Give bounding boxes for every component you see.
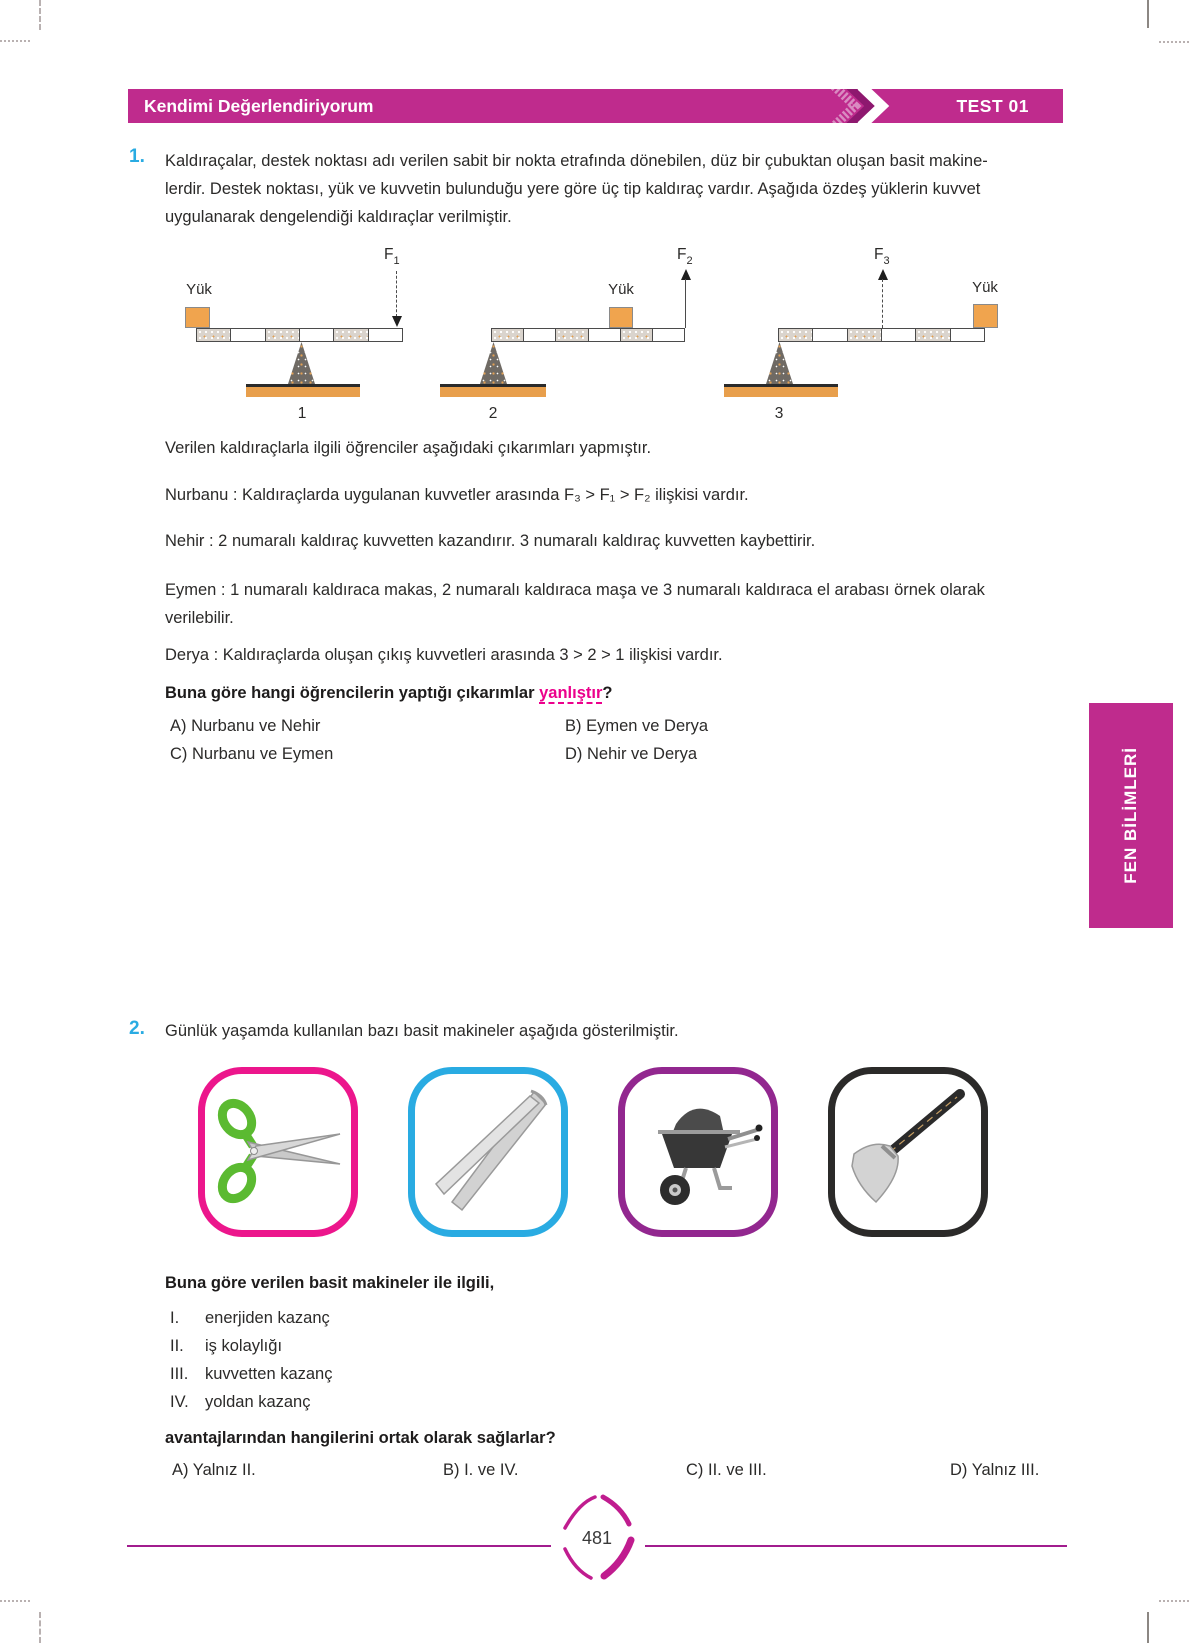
lever3-force-line xyxy=(882,279,883,328)
lever2-bar xyxy=(492,328,685,342)
crop-mark-bottom-right-vertical xyxy=(1147,1612,1149,1643)
simple-machine-box-wheelbarrow xyxy=(618,1067,778,1237)
item-1-text: enerjiden kazanç xyxy=(205,1309,330,1327)
tweezers-icon xyxy=(418,1082,558,1222)
q1-text-line-2: lerdir. Destek noktası, yük ve kuvvetin bulunduğu yere göre üç tip kaldıraç vardır. Aşağıda özdeş yüklerin kuvvet xyxy=(165,180,981,198)
simple-machine-box-shovel xyxy=(828,1067,988,1237)
lever3-force-label: $F_3$ xyxy=(874,246,890,267)
page-number: 481 xyxy=(581,1528,613,1548)
footer-rule-left xyxy=(127,1545,551,1547)
chevron-decoration-icon xyxy=(828,89,908,123)
lever2-fulcrum xyxy=(480,342,507,384)
lever1-force-line xyxy=(396,271,397,317)
statement-nurbanu: Nurbanu : Kaldıraçlarda uygulanan kuvvetler arasında F₃ > F₁ > F₂ ilişkisi vardır. xyxy=(165,486,749,504)
q2-option-d: D) Yalnız III. xyxy=(950,1461,1040,1479)
crop-mark-top-left-vertical xyxy=(39,0,41,30)
q1-option-c: C) Nurbanu ve Eymen xyxy=(170,745,334,763)
lever3-force-arrow-up-icon xyxy=(878,269,888,280)
q1-option-b: B) Eymen ve Derya xyxy=(565,717,709,735)
item-4-text: yoldan kazanç xyxy=(205,1393,311,1411)
q1-intro-statement: Verilen kaldıraçlarla ilgili öğrenciler aşağıdaki çıkarımları yapmıştır. xyxy=(165,439,652,457)
lever2-force-label: $F_2$ xyxy=(677,246,693,267)
q1-option-d: D) Nehir ve Derya xyxy=(565,745,698,763)
statement-eymen: Eymen : 1 numaralı kaldıraca makas, 2 numaralı kaldıraca maşa ve 3 numaralı kaldıraca el arabası örnek olarak verilebilir. xyxy=(165,581,985,627)
lever2-number: 2 xyxy=(488,405,498,422)
page-number-ornament xyxy=(551,1491,643,1583)
scissors-icon xyxy=(208,1082,348,1222)
lever3-load-label: Yük xyxy=(972,279,998,296)
statement-nehir: Nehir : 2 numaralı kaldıraç kuvvetten kazandırır. 3 numaralı kaldıraç kuvvetten kaybettirir. xyxy=(165,532,816,550)
lever2-load-box xyxy=(609,307,633,328)
lever3-ground xyxy=(724,384,838,397)
lever2-force-line xyxy=(685,279,686,328)
item-2-text: iş kolaylığı xyxy=(205,1337,283,1355)
lever3-fulcrum xyxy=(766,342,793,384)
lever1-fulcrum xyxy=(288,342,315,384)
crop-mark-top-right-vertical xyxy=(1147,0,1149,28)
lever2-load-label: Yük xyxy=(608,281,634,298)
lever1-force-arrow-down-icon xyxy=(392,316,402,327)
wheelbarrow-icon xyxy=(628,1082,768,1222)
lever1-force-label: $F_1$ xyxy=(384,246,400,267)
crop-mark-bottom-left-vertical xyxy=(39,1612,41,1643)
section-header-bar xyxy=(128,89,1063,123)
lever3-load-box xyxy=(973,304,998,328)
q2-option-a: A) Yalnız II. xyxy=(172,1461,256,1479)
lever1-number: 1 xyxy=(297,405,307,422)
simple-machine-box-scissors xyxy=(198,1067,358,1237)
lever1-bar xyxy=(197,328,403,342)
q1-option-a: A) Nurbanu ve Nehir xyxy=(170,717,321,735)
subject-side-tab xyxy=(1089,703,1173,928)
q2-option-b: B) I. ve IV. xyxy=(443,1461,519,1479)
q1-question-stem: Buna göre hangi öğrencilerin yaptığı çıkarımlar yanlıştır? xyxy=(165,684,613,702)
crop-mark-bottom-left-horizontal xyxy=(0,1600,30,1602)
lever1-load-label: Yük xyxy=(186,281,212,298)
q1-text-line-3: uygulanarak dengelendiği kaldıraçlar verilmiştir. xyxy=(165,208,512,226)
item-3-numeral: III. xyxy=(170,1365,189,1383)
question-2-number: 2. xyxy=(129,1018,145,1039)
lever-diagram xyxy=(128,243,1063,433)
item-1-numeral: I. xyxy=(170,1309,180,1327)
q2-text: Günlük yaşamda kullanılan bazı basit makineler aşağıda gösterilmiştir. xyxy=(165,1022,679,1040)
simple-machine-box-tweezers xyxy=(408,1067,568,1237)
q2-stem-2: avantajlarından hangilerini ortak olarak sağlarlar? xyxy=(165,1429,556,1447)
shovel-icon xyxy=(838,1082,978,1222)
section-title: Kendimi Değerlendiriyorum xyxy=(144,96,374,116)
test-number-label: TEST 01 xyxy=(956,96,1029,116)
crop-mark-top-left-horizontal xyxy=(0,40,30,42)
lever3-number: 3 xyxy=(774,405,784,422)
item-4-numeral: IV. xyxy=(170,1393,189,1411)
lever2-force-arrow-up-icon xyxy=(681,269,691,280)
question-1-number: 1. xyxy=(129,146,145,167)
statement-derya: Derya : Kaldıraçlarda oluşan çıkış kuvvetleri arasında 3 > 2 > 1 ilişkisi vardır. xyxy=(165,646,723,664)
footer-rule-right xyxy=(645,1545,1067,1547)
item-2-numeral: II. xyxy=(170,1337,184,1355)
highlighted-word: yanlıştır xyxy=(539,684,603,702)
q2-stem-1: Buna göre verilen basit makineler ile ilgili, xyxy=(165,1274,495,1292)
subject-label: FEN BİLİMLERİ xyxy=(1121,747,1140,884)
crop-mark-top-right-horizontal xyxy=(1159,41,1189,43)
q2-option-c: C) II. ve III. xyxy=(686,1461,767,1479)
q1-text-line-1: Kaldıraçalar, destek noktası adı verilen sabit bir nokta etrafında dönebilen, düz bir çubuktan oluşan basit makine- xyxy=(165,152,988,170)
item-3-text: kuvvetten kazanç xyxy=(205,1365,333,1383)
lever1-ground xyxy=(246,384,360,397)
lever1-load-box xyxy=(185,307,210,328)
lever3-bar xyxy=(779,328,985,342)
lever2-ground xyxy=(440,384,546,397)
crop-mark-bottom-right-horizontal xyxy=(1159,1600,1189,1602)
